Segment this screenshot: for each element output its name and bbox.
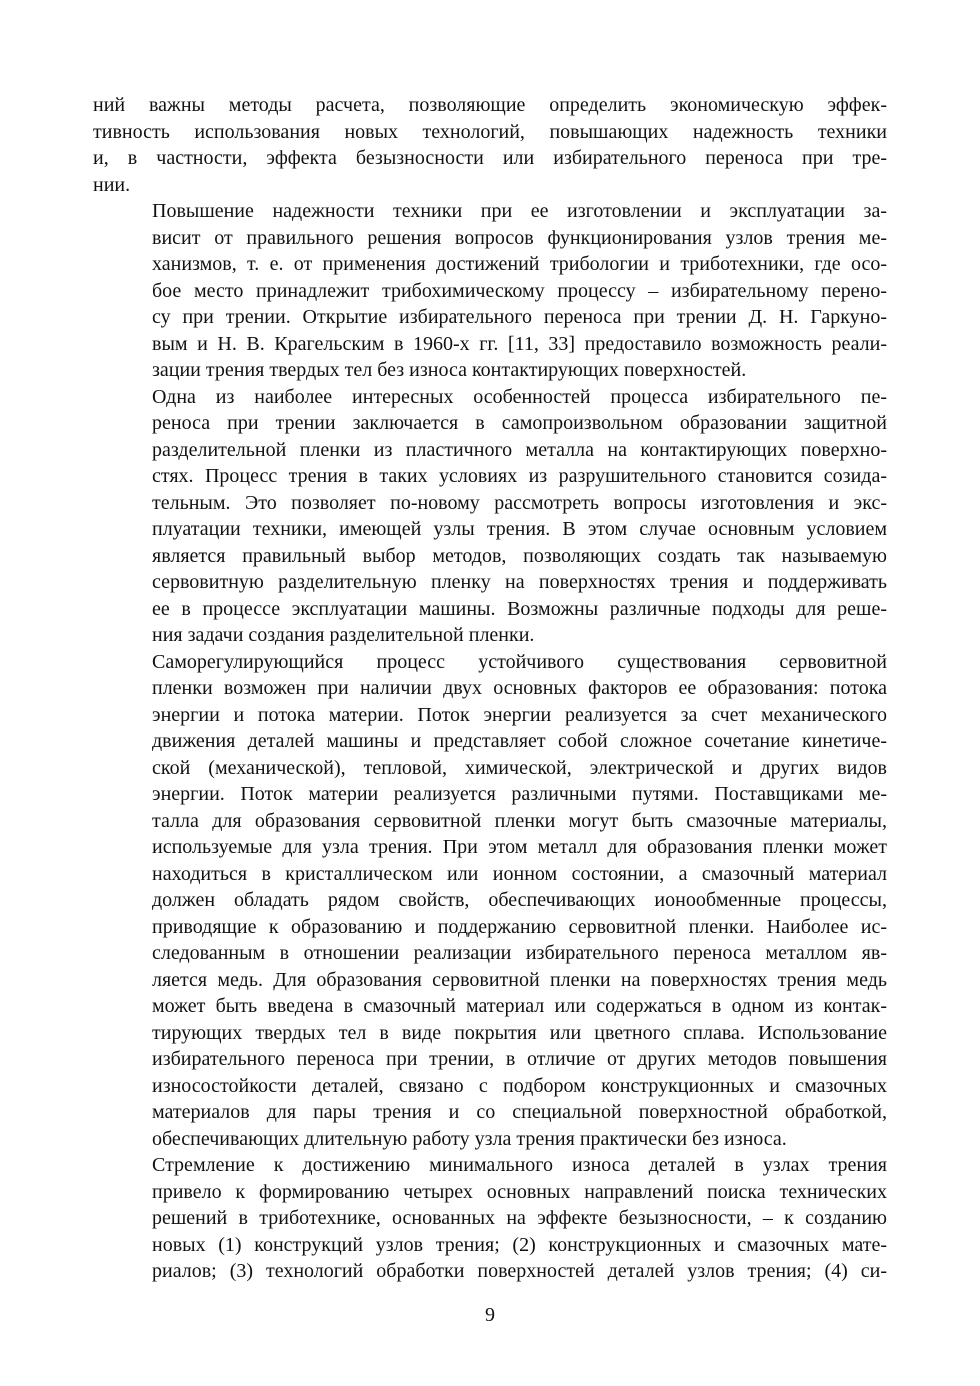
text-line: находиться в кристаллическом или ионном состоянии, а смазочный материал [152, 862, 887, 885]
text-line: движения деталей машины и представляет собой сложное сочетание кинетиче- [152, 730, 887, 752]
paragraph-4 [93, 649, 887, 1153]
text-line: сервовитную разделительную пленку на поверхностях трения и поддерживать [152, 571, 887, 593]
text-line: разделительной пленки из пластичного металла на контактирующих поверхно- [152, 438, 887, 461]
text-line: плуатации техники, имеющей узлы трения. В этом случае основным условием [152, 518, 887, 540]
text-line: Повышение надежности техники при ее изготовлении и эксплуатации за- [152, 200, 887, 222]
text-line: и, в частности, эффекта безызносности или избирательного переноса при тре- [93, 147, 887, 169]
text-line: должен обладать рядом свойств, обеспечивающих ионообменные процессы, [152, 889, 887, 911]
text-line: висит от правильного решения вопросов функционирования узлов трения ме- [152, 226, 887, 249]
page-number: 9 [485, 1304, 495, 1326]
text-line: тирующих твердых тел в виде покрытия или цветного сплава. Использование [152, 1021, 887, 1044]
text-line: ляется медь. Для образования сервовитной пленки на поверхностях трения медь [152, 968, 887, 991]
text-line: пленки возможен при наличии двух основных факторов ее образования: потока [152, 677, 887, 699]
text-line: приводящие к образованию и поддержанию сервовитной пленки. Наиболее ис- [152, 915, 887, 938]
text-line: следованным в отношении реализации избирательного переноса металлом яв- [152, 942, 887, 964]
text-line: риалов; (3) технологий обработки поверхностей деталей узлов трения; (4) си- [152, 1260, 887, 1282]
text-line: решений в триботехнике, основанных на эффекте безызносности, – к созданию [152, 1207, 887, 1229]
text-line: ее в процессе эксплуатации машины. Возможны различные подходы для реше- [152, 597, 887, 620]
paragraph-5 [93, 1152, 887, 1285]
text-line: может быть введена в смазочный материал или содержаться в одном из контак- [152, 995, 887, 1017]
paragraph-1 [93, 92, 887, 198]
text-line: тельным. Это позволяет по-новому рассмотреть вопросы изготовления и экс- [152, 491, 887, 514]
text-line: Стремление к достижению минимального износа деталей в узлах трения [152, 1154, 887, 1176]
text-line: вым и Н. В. Крагельским в 1960-х гг. [11, 33] предоставило возможность реали- [152, 332, 887, 355]
paragraph-2 [93, 198, 887, 384]
paragraph-3 [93, 384, 887, 649]
text-line: материалов для пары трения и со специальной поверхностной обработкой, [152, 1101, 887, 1123]
text-line: энергии. Поток материи реализуется различными путями. Поставщиками ме- [152, 783, 887, 805]
text-line: ской (механической), тепловой, химической, электрической и других видов [152, 756, 887, 779]
text-line: су при трении. Открытие избирательного переноса при трении Д. Н. Гаркуно- [152, 306, 887, 328]
text-line: Саморегулирующийся процесс устойчивого существования сервовитной [152, 650, 887, 673]
text-line: талла для образования сервовитной пленки могут быть смазочные материалы, [152, 809, 887, 832]
text-line: тивность использования новых технологий, повышающих надежность техники [93, 120, 887, 143]
text-line: ния задачи создания разделительной пленки. [152, 624, 535, 646]
text-line: избирательного переноса при трении, в отличие от других методов повышения [152, 1048, 887, 1070]
text-line: является правильный выбор методов, позволяющих создать так называемую [152, 544, 887, 567]
text-line: бое место принадлежит трибохимическому процессу – избирательному перено- [152, 279, 887, 302]
text-line: Одна из наиболее интересных особенностей процесса избирательного пе- [152, 385, 887, 408]
text-line: реноса при трении заключается в самопроизвольном образовании защитной [152, 412, 887, 434]
text-line: новых (1) конструкций узлов трения; (2) конструкционных и смазочных мате- [152, 1233, 887, 1256]
text-line: износостойкости деталей, связано с подбором конструкционных и смазочных [152, 1074, 887, 1097]
body-text [93, 92, 887, 1285]
text-line: нии. [93, 173, 131, 196]
text-line: используемые для узла трения. При этом металл для образования пленки может [152, 836, 887, 858]
text-line: стях. Процесс трения в таких условиях из разрушительного становится созида- [152, 465, 887, 487]
text-line: ний важны методы расчета, позволяющие определить экономическую эффек- [93, 94, 887, 116]
text-line: зации трения твердых тел без износа контактирующих поверхностей. [152, 359, 747, 381]
text-line: энергии и потока материи. Поток энергии реализуется за счет механического [152, 703, 887, 726]
text-line: привело к формированию четырех основных направлений поиска технических [152, 1180, 887, 1203]
text-line: обеспечивающих длительную работу узла трения практически без износа. [152, 1127, 787, 1150]
text-line: ханизмов, т. е. от применения достижений трибологии и триботехники, где осо- [152, 253, 887, 275]
